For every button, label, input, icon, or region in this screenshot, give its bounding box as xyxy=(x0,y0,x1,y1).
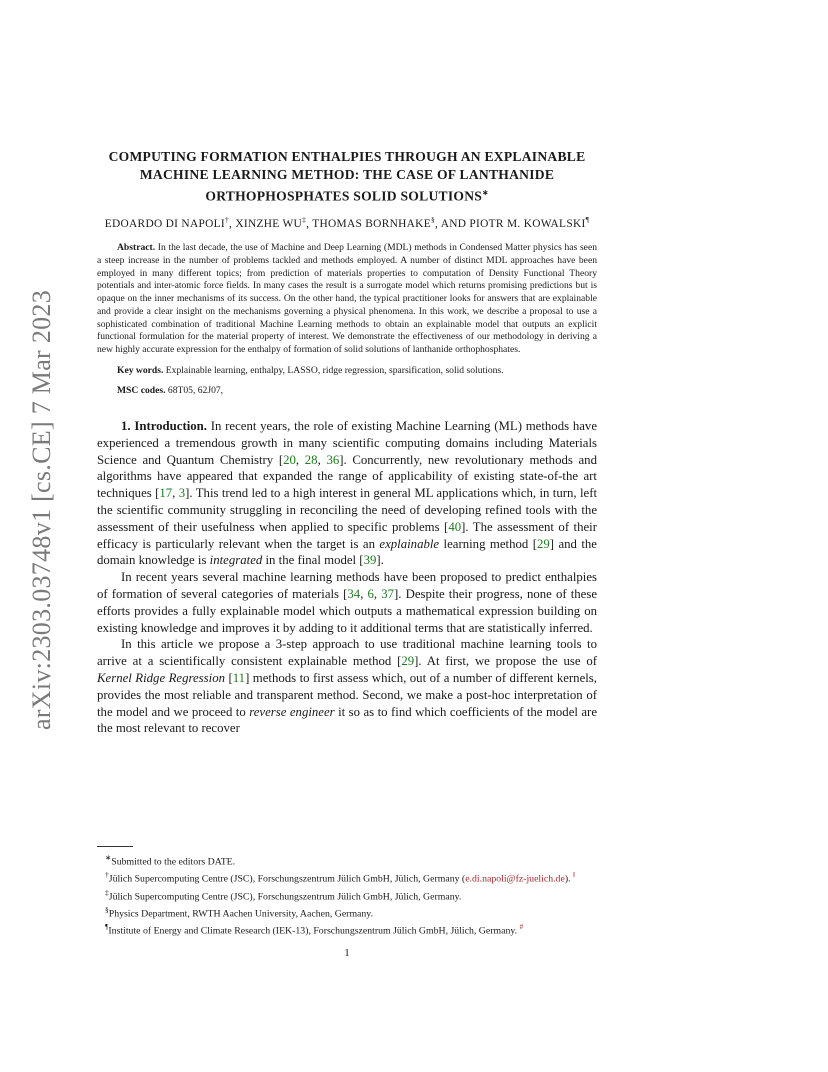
emphasis: Kernel Ridge Regression xyxy=(97,671,225,686)
text-run: ]. xyxy=(376,553,384,568)
page-number: 1 xyxy=(344,947,350,959)
footnote-1 xyxy=(97,851,597,868)
footnote-mark: § xyxy=(105,904,109,914)
footnote-5 xyxy=(97,920,597,937)
author-4: AND PIOTR M. KOWALSKI xyxy=(440,217,586,230)
text-run: it so as to find which coefficients of the model are the most relevant to recover xyxy=(97,704,598,736)
text-run: [ xyxy=(225,671,233,686)
footnote-text: Submitted to the editors DATE. xyxy=(111,856,236,868)
citation-link[interactable]: 34 xyxy=(347,587,361,602)
title-text: COMPUTING FORMATION ENTHALPIES THROUGH AN EXPLAINABLE MACHINE LEARNING METHOD: THE CASE OF LANTHANIDE ORTHOPHOSPHATES SOLID SOLUTIONS xyxy=(108,149,586,204)
msc-label: MSC codes. xyxy=(117,385,166,397)
text-run: ]. Concurrently, new revolutionary methods and algorithms have appeared that expanded the range of applicability of existing state-of-the art techniques [ xyxy=(97,452,597,501)
footnote-text: Jülich Supercomputing Centre (JSC), Forschungszentrum Jülich GmbH, Jülich, Germany. xyxy=(108,890,462,902)
keywords xyxy=(97,365,597,378)
intro-paragraph-2 xyxy=(97,569,597,636)
paper-title xyxy=(97,148,597,206)
intro-paragraph-3 xyxy=(97,636,597,737)
citation-link[interactable]: 39 xyxy=(363,553,377,568)
citation-link[interactable]: 36 xyxy=(326,452,340,467)
text-run: ] and the domain knowledge is xyxy=(97,536,597,568)
keywords-label: Key words. xyxy=(117,364,164,376)
abstract xyxy=(97,242,597,356)
emphasis: integrated xyxy=(209,553,263,568)
text-run: In recent years, the role of existing Machine Learning (ML) methods have experienced a tremendous growth in many scientific computing domains including Materials Science and Quantum Chemistry [ xyxy=(97,419,597,467)
text-run: in the final model [ xyxy=(262,553,364,568)
footnote-text: Jülich Supercomputing Centre (JSC), Forschungszentrum Jülich GmbH, Jülich, Germany ( xyxy=(108,873,466,885)
text-run: ]. The assessment of their efficacy is particularly relevant when the target is an xyxy=(97,519,597,551)
citation-link[interactable]: 3 xyxy=(178,486,186,501)
citation-link[interactable]: 29 xyxy=(401,654,415,669)
text-run: ] methods to first assess which, out of a number of different kernels, provides the most reliable and transparent method. Second, we make a post-hoc interpretation of the model and we proceed to xyxy=(97,671,597,719)
paper-first-page xyxy=(97,148,597,737)
author-3-mark: § xyxy=(430,214,436,224)
intro-paragraph-1 xyxy=(97,418,597,569)
citation-link[interactable]: 11 xyxy=(232,671,246,686)
citation-link[interactable]: 17 xyxy=(159,486,173,501)
text-run: In this article we propose a 3-step approach to use traditional machine learning tools to arrive at a scientifically consistent explainable method [ xyxy=(97,637,597,669)
introduction-section xyxy=(97,418,597,737)
section-heading: 1. Introduction. xyxy=(121,419,207,434)
text-run: ]. This trend led to a high interest in general ML applications which, in turn, left the scientific community struggling in reconciling the need of developing refined tools with the assessment of their usefulness when applied to specific problems [ xyxy=(97,486,598,534)
text-run: learning method [ xyxy=(439,536,537,551)
separator: , xyxy=(172,486,179,501)
citation-link[interactable]: 20 xyxy=(283,452,296,467)
emphasis: explainable xyxy=(379,536,440,551)
citation-link[interactable]: 28 xyxy=(304,452,318,467)
abstract-text: In the last decade, the use of Machine and Deep Learning (MDL) methods in Condensed Matter physics has seen a steep increase in the number of problems tackled and methods employed. A number of distinct MDL approaches have been employed in many different topics; from prediction of materials properties to computation of Density Functional Theory potentials and inter-atomic force fields. In many cases the result is a surrogate model which returns promising predictions but is opaque on the inner mechanisms of its success. On the other hand, the typical practitioner looks for answers that are explainable and provide a clear insight on the mechanisms governing a physical phenomena. In this work, we describe a proposal to use a sophisticated combination of traditional Machine Learning methods to obtain an explainable model that outputs an explicit functional formulation for the material property of interest. We demonstrate the effectiveness of our methodology in deriving a new highly accurate expression for the enthalpy of formation of solid solutions of lanthanide orthophosphates. xyxy=(97,242,597,355)
footnote-2 xyxy=(97,868,597,885)
footnote-mark: † xyxy=(105,870,109,880)
footnote-4 xyxy=(97,903,597,920)
text-run: ]. At first, we propose the use of xyxy=(414,654,597,669)
text-run: ]. Despite their progress, none of these efforts provides a fully explainable model which outputs a mathematical expression building on existing knowledge and improves it by adding to it additional terms that are statistically inferred. xyxy=(97,587,598,635)
author-1-mark: † xyxy=(224,214,230,224)
footnote-3 xyxy=(97,886,597,903)
author-4-mark: ¶ xyxy=(585,214,590,224)
email-link[interactable]: e.di.napoli@fz-juelich.de xyxy=(465,873,565,885)
keywords-text: Explainable learning, enthalpy, LASSO, ridge regression, sparsification, solid solutions. xyxy=(165,364,504,376)
title-footnote-mark: ∗ xyxy=(482,188,489,197)
arxiv-stamp xyxy=(20,290,64,730)
separator: , xyxy=(295,452,305,467)
separator: , xyxy=(360,587,368,602)
author-2: XINZHE WU xyxy=(235,217,303,230)
msc-codes xyxy=(97,385,597,398)
footnote-mark: ∗ xyxy=(105,853,112,862)
separator: , xyxy=(373,587,382,602)
msc-text: 68T05, 62J07, xyxy=(167,385,224,397)
author-1: EDOARDO DI NAPOLI xyxy=(104,217,225,230)
separator: , xyxy=(317,452,327,467)
citation-link[interactable]: 40 xyxy=(448,519,462,534)
abstract-label: Abstract. xyxy=(117,242,156,254)
footnote-text: Institute of Energy and Climate Research (IEK-13), Forschungszentrum Jülich GmbH, Jülich, Germany. xyxy=(108,925,520,937)
orcid-link[interactable]: # xyxy=(519,922,524,932)
footnote-mark: ¶ xyxy=(105,922,109,932)
footnote-rule xyxy=(97,846,133,847)
footnote-text: Physics Department, RWTH Aachen University, Aachen, Germany. xyxy=(108,908,374,920)
footnote-text: ). xyxy=(564,873,573,885)
citation-link[interactable]: 29 xyxy=(536,536,550,551)
author-3: THOMAS BORNHAKE xyxy=(312,217,431,230)
citation-link[interactable]: 37 xyxy=(381,587,395,602)
emphasis: reverse engineer xyxy=(249,704,335,719)
footnote-mark: ‡ xyxy=(105,887,109,897)
footnotes xyxy=(97,846,597,937)
citation-link[interactable]: 6 xyxy=(367,587,374,602)
orcid-link[interactable]: ‖ xyxy=(572,870,576,880)
arxiv-id: arXiv:2303.03748v1 [cs.CE] 7 Mar 2023 xyxy=(27,289,56,731)
author-list: EDOARDO DI NAPOLI†, XINZHE WU‡, THOMAS BORNHAKE§, AND PIOTR M. KOWALSKI¶ xyxy=(104,214,590,230)
author-2-mark: ‡ xyxy=(302,214,307,224)
text-run: In recent years several machine learning methods have been proposed to predict enthalpies of formation of several categories of materials [ xyxy=(97,570,597,602)
